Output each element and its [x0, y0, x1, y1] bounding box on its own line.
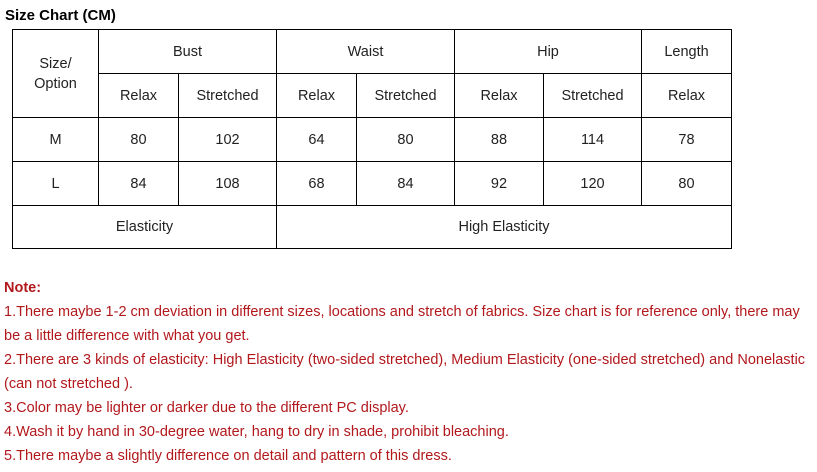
size-option-header	[13, 30, 99, 118]
size-label: Size/	[39, 55, 72, 72]
size-cell: M	[13, 118, 99, 162]
hip-relax-header: Relax	[455, 74, 544, 118]
notes-heading: Note:	[4, 280, 42, 296]
hip-header: Hip	[455, 30, 642, 74]
value-cell: 84	[357, 162, 455, 206]
value-cell: 68	[277, 162, 357, 206]
elasticity-value: High Elasticity	[277, 206, 732, 249]
size-cell: L	[13, 162, 99, 206]
hip-stretched-header: Stretched	[544, 74, 642, 118]
waist-stretched-header: Stretched	[357, 74, 455, 118]
note-item: 1.There maybe 1-2 cm deviation in different sizes, locations and stretch of fabrics. Size chart is for reference only, there may be a little difference with what you get.	[4, 304, 800, 344]
option-label: Option	[34, 75, 77, 92]
value-cell: 102	[179, 118, 277, 162]
value-cell: 92	[455, 162, 544, 206]
notes-section	[4, 276, 816, 468]
value-cell: 80	[642, 162, 732, 206]
value-cell: 120	[544, 162, 642, 206]
waist-header: Waist	[277, 30, 455, 74]
value-cell: 108	[179, 162, 277, 206]
value-cell: 78	[642, 118, 732, 162]
value-cell: 80	[99, 118, 179, 162]
elasticity-label: Elasticity	[13, 206, 277, 249]
bust-relax-header: Relax	[99, 74, 179, 118]
length-header: Length	[642, 30, 732, 74]
bust-header: Bust	[99, 30, 277, 74]
table-row	[13, 118, 732, 162]
bust-stretched-header: Stretched	[179, 74, 277, 118]
value-cell: 114	[544, 118, 642, 162]
note-item: 2.There are 3 kinds of elasticity: High Elasticity (two-sided stretched), Medium Elasticity (one-sided stretched) and Nonelastic (can not stretched ).	[4, 352, 806, 392]
page-title: Size Chart (CM)	[5, 7, 116, 24]
note-item: 3.Color may be lighter or darker due to the different PC display.	[4, 400, 409, 416]
table-subheader-row	[13, 74, 732, 118]
elasticity-row	[13, 206, 732, 249]
size-chart-table	[12, 29, 732, 249]
length-relax-header: Relax	[642, 74, 732, 118]
table-header-row	[13, 30, 732, 74]
note-item: 4.Wash it by hand in 30-degree water, hang to dry in shade, prohibit bleaching.	[4, 424, 509, 440]
value-cell: 80	[357, 118, 455, 162]
table-row	[13, 162, 732, 206]
value-cell: 88	[455, 118, 544, 162]
note-item: 5.There maybe a slightly difference on detail and pattern of this dress.	[4, 448, 452, 464]
value-cell: 84	[99, 162, 179, 206]
waist-relax-header: Relax	[277, 74, 357, 118]
value-cell: 64	[277, 118, 357, 162]
